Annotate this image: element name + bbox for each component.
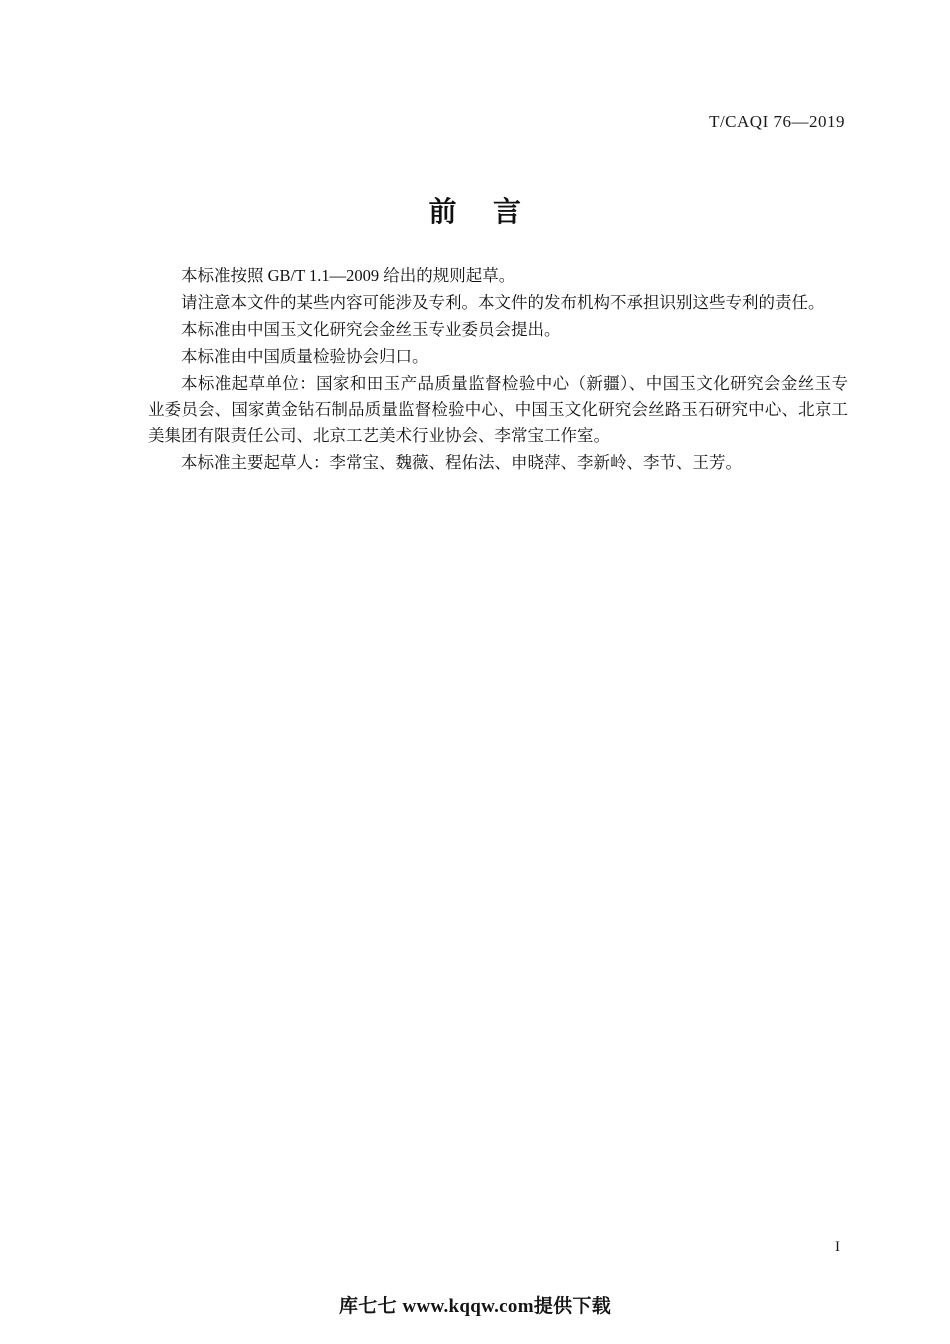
- page-title: [0, 190, 950, 230]
- watermark-brand: 库七七: [338, 1296, 397, 1317]
- title-char-2: 言: [493, 197, 522, 228]
- page-number: I: [835, 1239, 840, 1255]
- footer-watermark: [0, 1291, 950, 1318]
- title-char-1: 前: [428, 197, 457, 228]
- paragraph: 本标准主要起草人：李常宝、魏薇、程佑法、申晓萍、李新岭、李节、王芳。: [181, 453, 742, 472]
- standard-code-header: T/CAQI 76—2019: [709, 112, 845, 131]
- foreword-body: [148, 263, 848, 477]
- paragraph: 本标准起草单位：国家和田玉产品质量监督检验中心（新疆）、中国玉文化研究会金丝玉专业委员会、国家黄金钻石制品质量监督检验中心、中国玉文化研究会丝路玉石研究中心、北京工美集团有限责任公司、北京工艺美术行业协会、李常宝工作室。: [148, 374, 848, 445]
- watermark-site: www.kqqw.com提供下载: [402, 1296, 612, 1317]
- paragraph: 本标准按照 GB/T 1.1—2009 给出的规则起草。: [181, 266, 516, 285]
- paragraph: 本标准由中国玉文化研究会金丝玉专业委员会提出。: [181, 320, 561, 339]
- paragraph: 本标准由中国质量检验协会归口。: [181, 347, 429, 366]
- paragraph: 请注意本文件的某些内容可能涉及专利。本文件的发布机构不承担识别这些专利的责任。: [181, 293, 825, 312]
